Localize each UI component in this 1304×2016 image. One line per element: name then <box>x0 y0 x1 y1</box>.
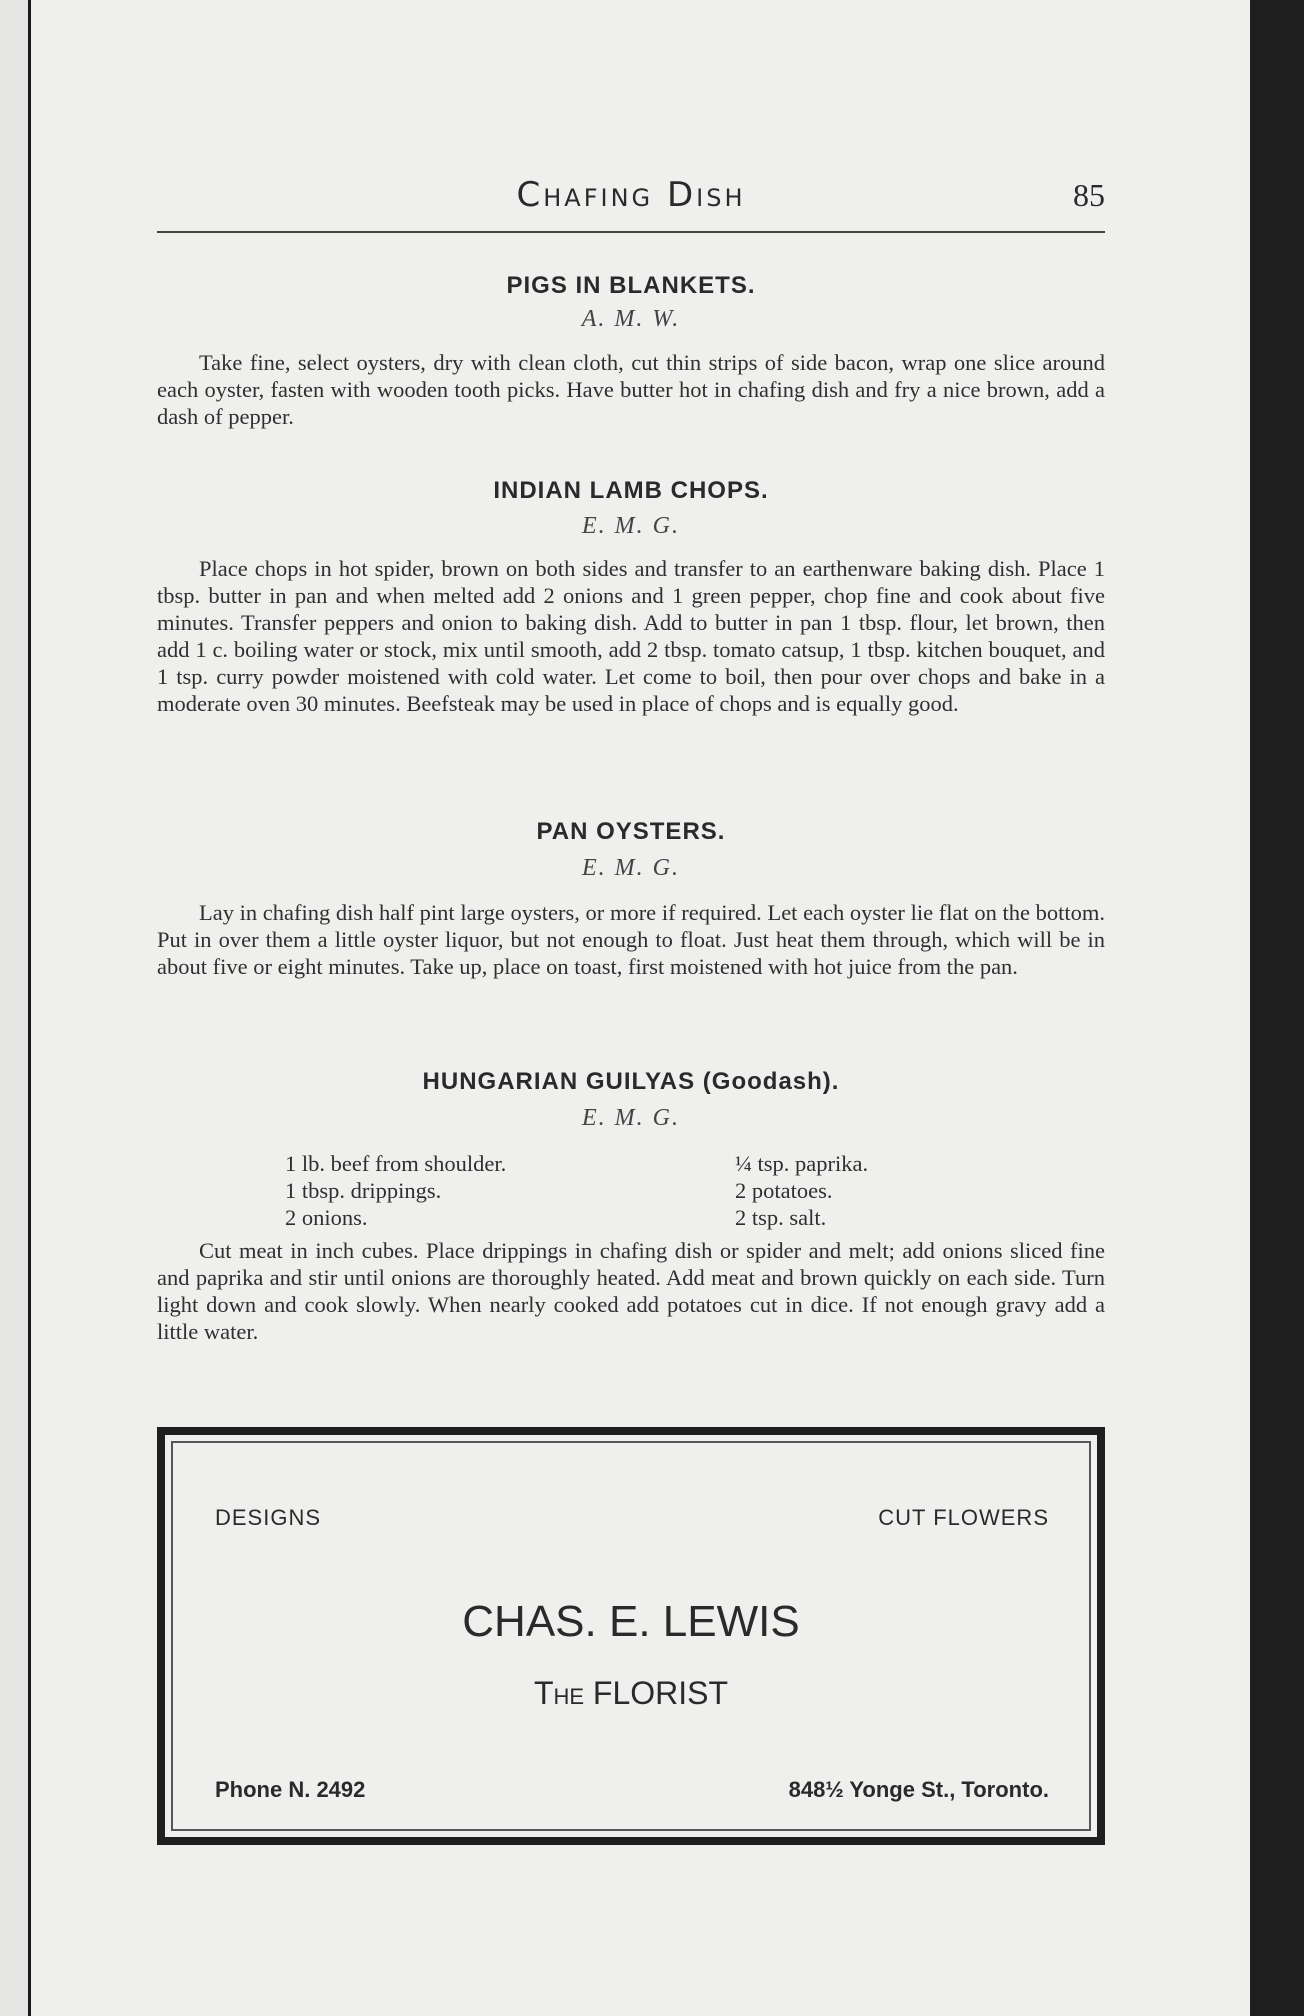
recipe-title-indian-lamb-chops: INDIAN LAMB CHOPS. <box>493 477 769 504</box>
ingredient-item: 2 tsp. salt. <box>735 1205 827 1230</box>
ad-cut-flowers-label: CUT FLOWERS <box>878 1505 1049 1530</box>
recipe-body: Lay in chafing dish half pint large oysters, or more if required. Let each oyster lie flat on the bottom. Put in over them a little oyster liquor, but not enough to float. Just heat them through, which will be in about five or eight minutes. Take up, place on toast, first moistened with hot juice from the pan. <box>157 900 1105 979</box>
ad-designs-label: DESIGNS <box>215 1505 322 1530</box>
ad-phone: Phone N. 2492 <box>215 1777 366 1802</box>
ad-inner-border <box>171 1441 1091 1831</box>
ingredient-item: 1 lb. beef from shoulder. <box>285 1151 507 1176</box>
ingredient-item: 2 onions. <box>285 1205 368 1230</box>
recipe-title-hungarian-guilyas: HUNGARIAN GUILYAS (Goodash). <box>422 1068 840 1095</box>
ad-business-name: CHAS. E. LEWIS <box>462 1597 800 1646</box>
recipe-title-pan-oysters: PAN OYSTERS. <box>536 818 726 845</box>
recipe-author: E. M. G. <box>582 513 680 539</box>
recipe-author: E. M. G. <box>582 855 680 881</box>
running-title: Chafing Dish <box>516 175 746 215</box>
ingredient-item: 2 potatoes. <box>735 1178 833 1203</box>
recipe-body: Place chops in hot spider, brown on both sides and transfer to an earthenware baking dish. Place 1 tbsp. butter in pan and when melted add 2 onions and 1 green pepper, chop fine and cook about five minutes. Transfer peppers and onion to baking dish. Add to butter in pan 1 tbsp. flour, let brown, then add 1 c. boiling water or stock, mix until smooth, add 2 tbsp. tomato catsup, 1 tbsp. kitchen bouquet, and 1 tsp. curry powder moistened with cold water. Let come to boil, then pour over chops and bake in a moderate oven 30 minutes. Beefsteak may be used in place of chops and is equally good. <box>157 556 1105 716</box>
ingredient-item: 1 tbsp. drippings. <box>285 1178 442 1203</box>
page-number: 85 <box>1073 177 1105 213</box>
book-gutter <box>0 0 30 2016</box>
ad-address: 848½ Yonge St., Toronto. <box>788 1777 1049 1802</box>
ingredient-item: ¼ tsp. paprika. <box>735 1151 869 1176</box>
page-right-edge <box>1250 0 1304 2016</box>
ad-business-subtitle: The FLORIST <box>533 1675 729 1711</box>
page-header <box>157 175 1105 233</box>
recipe-title-pigs-in-blankets: PIGS IN BLANKETS. <box>506 272 756 299</box>
florist-advertisement <box>157 1427 1105 1845</box>
ingredient-column-left <box>285 1150 506 1231</box>
recipe-author: A. M. W. <box>581 306 681 332</box>
recipe-body: Cut meat in inch cubes. Place drippings in chafing dish or spider and melt; add onions sliced fine and paprika and stir until onions are thoroughly heated. Add meat and brown quickly on each side. Turn light down and cook slowly. When nearly cooked add potatoes cut in dice. If not enough gravy add a little water. <box>157 1238 1105 1344</box>
recipe-body: Take fine, select oysters, dry with clean cloth, cut thin strips of side bacon, wrap one slice around each oyster, fasten with wooden tooth picks. Have butter hot in chafing dish and fry a nice brown, add a dash of pepper. <box>157 350 1105 429</box>
ingredient-column-right <box>735 1150 868 1231</box>
recipe-author: E. M. G. <box>582 1105 680 1131</box>
